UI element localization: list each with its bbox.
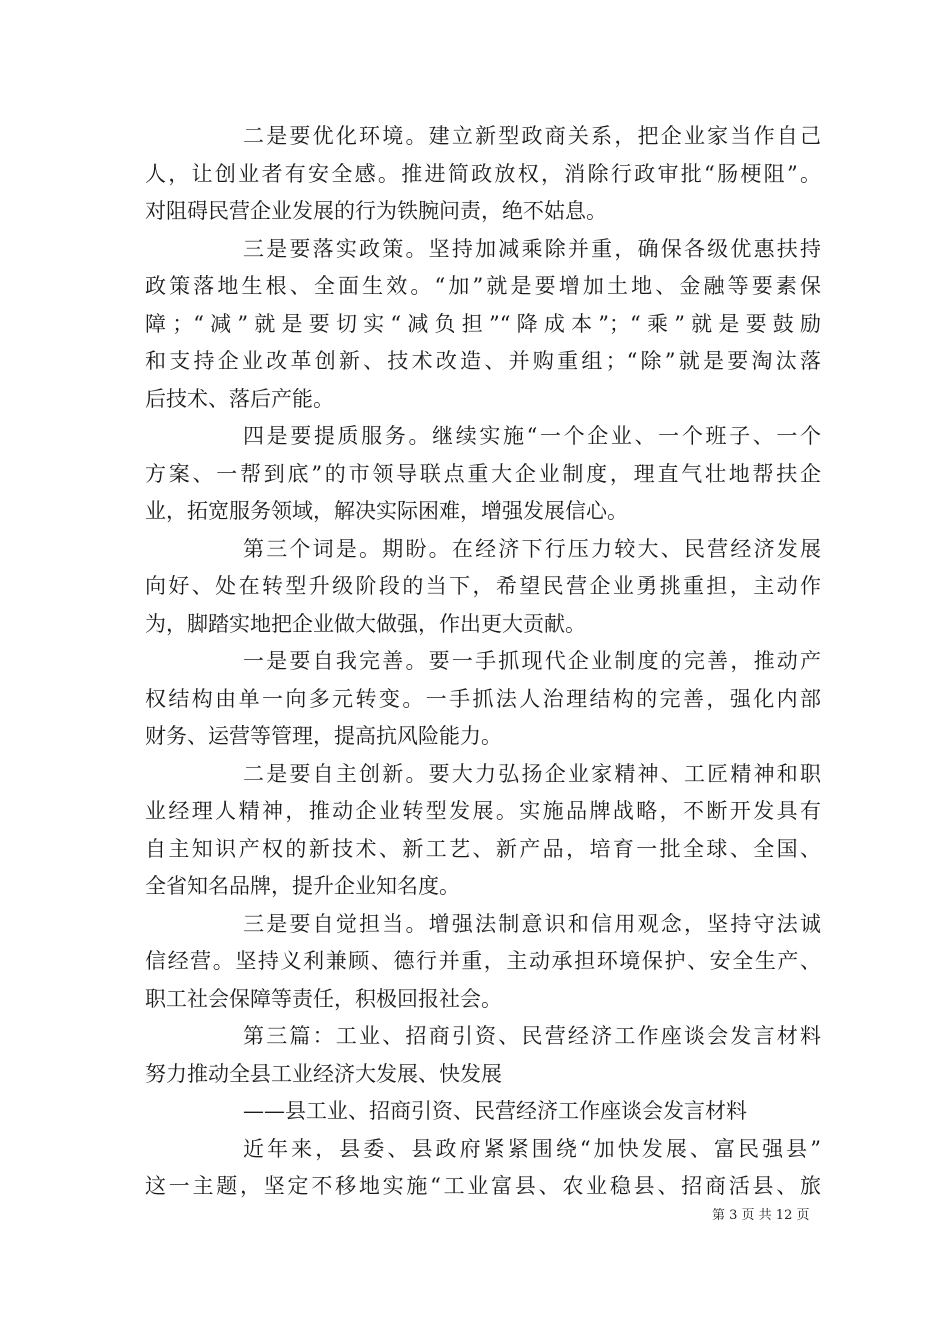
text-line: 努力推动全县工业经济大发展、快发展 bbox=[145, 1061, 502, 1086]
text-line: 向好、处在转型升级阶段的当下，希望民营企业勇挑重担，主动作 bbox=[145, 574, 821, 598]
text-line: 财务、运营等管理，提高抗风险能力。 bbox=[145, 724, 502, 748]
text-line: 四是要提质服务。继续实施“一个企业、一个班子、一个 bbox=[243, 424, 821, 448]
text-line: ——县工业、招商引资、民营经济工作座谈会发言材料 bbox=[243, 1099, 747, 1123]
text-line: 障；“减”就是要切实“减负担”“降成本”；“乘”就是要鼓励 bbox=[145, 311, 821, 336]
page-number: 第 3 页 共 12 页 bbox=[712, 1208, 810, 1223]
text-line: 业经理人精神，推动企业转型发展。实施品牌战略，不断开发具有 bbox=[145, 799, 821, 823]
text-line: 为，脚踏实地把企业做大做强，作出更大贡献。 bbox=[145, 611, 586, 636]
text-line: 第三篇：工业、招商引资、民营经济工作座谈会发言材料 bbox=[243, 1024, 821, 1048]
text-line: 一是要自我完善。要一手抓现代企业制度的完善，推动产 bbox=[243, 649, 821, 673]
text-line: 二是要优化环境。建立新型政商关系，把企业家当作自己 bbox=[243, 124, 821, 148]
text-line: 这一主题，坚定不移地实施“工业富县、农业稳县、招商活县、旅 bbox=[145, 1174, 821, 1198]
text-line: 三是要落实政策。坚持加减乘除并重，确保各级优惠扶持 bbox=[243, 236, 821, 261]
text-line: 近年来，县委、县政府紧紧围绕“加快发展、富民强县” bbox=[243, 1136, 821, 1161]
text-line: 全省知名品牌，提升企业知名度。 bbox=[145, 874, 460, 898]
text-line: 信经营。坚持义利兼顾、德行并重，主动承担环境保护、安全生产、 bbox=[145, 949, 821, 973]
text-line: 业，拓宽服务领域，解决实际困难，增强发展信心。 bbox=[145, 499, 628, 523]
text-line: 权结构由单一向多元转变。一手抓法人治理结构的完善，强化内部 bbox=[145, 686, 821, 711]
text-line: 人，让创业者有安全感。推进简政放权，消除行政审批“肠梗阻”。 bbox=[145, 161, 821, 186]
text-line: 和支持企业改革创新、技术改造、并购重组；“除”就是要淘汰落 bbox=[145, 349, 821, 373]
text-line: 后技术、落后产能。 bbox=[145, 386, 334, 411]
text-line: 自主知识产权的新技术、新工艺、新产品，培育一批全球、全国、 bbox=[145, 836, 821, 861]
text-line: 对阻碍民营企业发展的行为铁腕问责，绝不姑息。 bbox=[145, 199, 607, 223]
text-line: 第三个词是。期盼。在经济下行压力较大、民营经济发展 bbox=[243, 536, 821, 561]
text-line: 职工社会保障等责任，积极回报社会。 bbox=[145, 986, 502, 1011]
text-line: 政策落地生根、全面生效。“加”就是要增加土地、金融等要素保 bbox=[145, 274, 821, 298]
text-line: 三是要自觉担当。增强法制意识和信用观念，坚持守法诚 bbox=[243, 911, 821, 936]
text-line: 方案、一帮到底”的市领导联点重大企业制度，理直气壮地帮扶企 bbox=[145, 461, 821, 486]
text-line: 二是要自主创新。要大力弘扬企业家精神、工匠精神和职 bbox=[243, 761, 821, 786]
document-body bbox=[145, 118, 821, 1206]
